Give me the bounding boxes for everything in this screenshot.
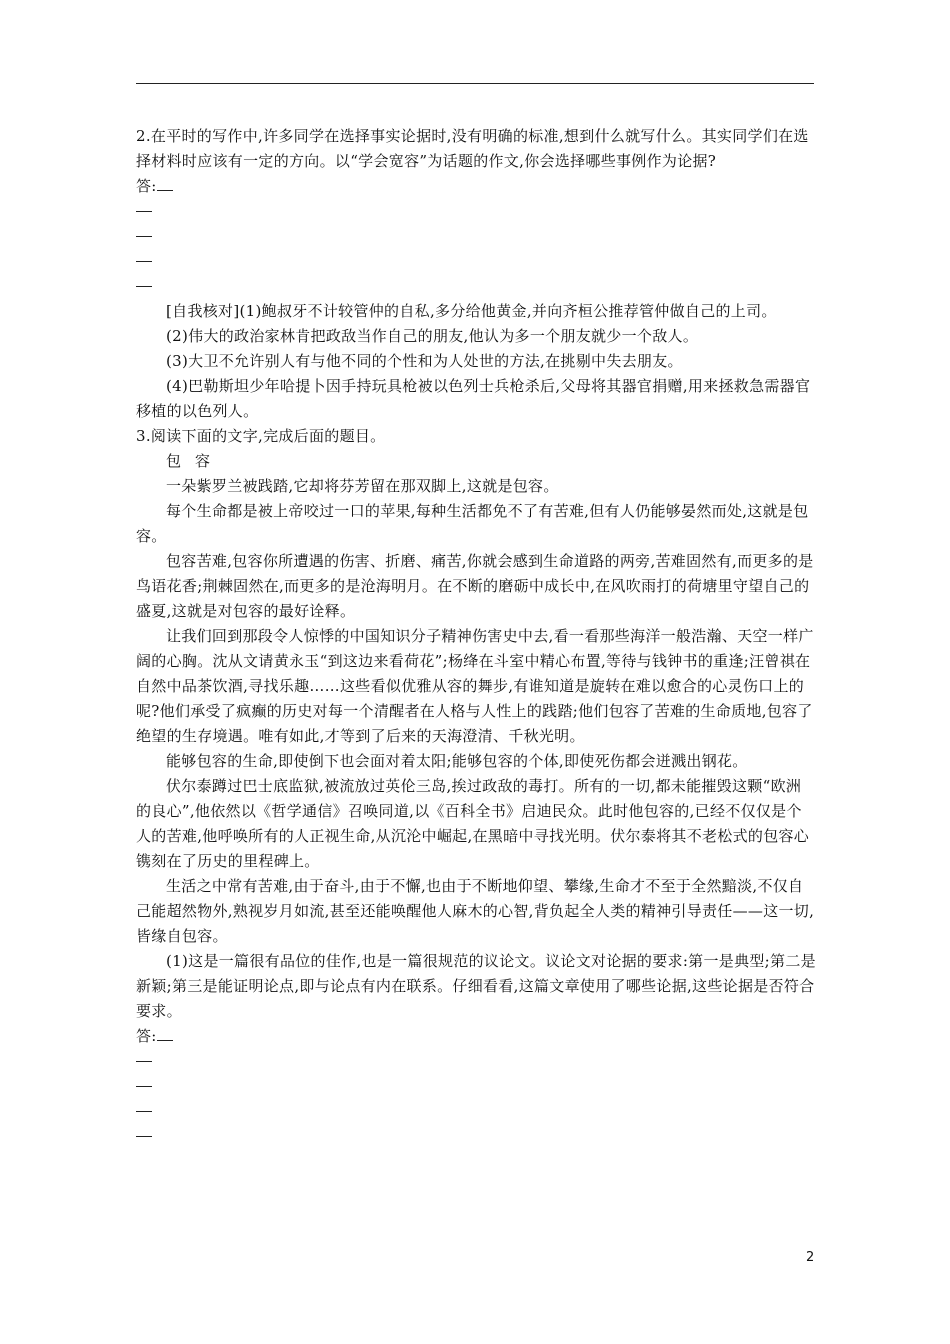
answer-blank[interactable]: [157, 1027, 173, 1041]
page-content: [136, 124, 816, 1149]
passage-paragraph: 一朵紫罗兰被践踏,它却将芬芳留在那双脚上,这就是包容。: [166, 477, 559, 495]
answer-blank-line[interactable]: [136, 274, 816, 299]
self-check-1: [自我核对](1)鲍叔牙不计较管仲的自私,多分给他黄金,并向齐桓公推荐管仲做自己的上司。: [166, 302, 777, 320]
self-check-4: (4)巴勒斯坦少年哈提卜因手持玩具枪被以色列士兵枪杀后,父母将其器官捐赠,用来拯救急需器官移植的以色列人。: [136, 377, 811, 420]
passage-paragraph: 生活之中常有苦难,由于奋斗,由于不懈,也由于不断地仰望、攀缘,生命才不至于全然黯淡,不仅自己能超然物外,熟视岁月如流,甚至还能唤醒他人麻木的心智,背负起全人类的精神引导责任——这一切,皆缘自包容。: [136, 877, 815, 945]
header-rule: [136, 83, 814, 84]
page-number: 2: [806, 1250, 815, 1265]
passage-paragraph: 能够包容的生命,即使倒下也会面对着太阳;能够包容的个体,即使死伤都会迸溅出钢花。: [166, 752, 748, 770]
self-check-2: (2)伟大的政治家林肯把政敌当作自己的朋友,他认为多一个朋友就少一个敌人。: [166, 327, 699, 345]
self-check-3: (3)大卫不允许别人有与他不同的个性和为人处世的方法,在挑剔中失去朋友。: [166, 352, 683, 370]
answer-blank-line[interactable]: [136, 1099, 816, 1124]
answer-blank-line[interactable]: [136, 199, 816, 224]
answer-blank-line[interactable]: [136, 249, 816, 274]
answer-label: 答:: [136, 177, 157, 195]
answer-blank-line[interactable]: [136, 1074, 816, 1099]
question-3-intro: 3.阅读下面的文字,完成后面的题目。: [136, 427, 386, 445]
answer-line: [136, 1024, 816, 1049]
answer-blank[interactable]: [157, 177, 173, 191]
answer-line: [136, 174, 816, 199]
sub-question-1: (1)这是一篇很有品位的佳作,也是一篇很规范的议论文。议论文对论据的要求:第一是典型;第二是新颖;第三是能证明论点,即与论点有内在联系。仔细看看,这篇文章使用了哪些论据,这些论据是否符合要求。: [136, 952, 816, 1020]
passage-paragraph: 伏尔泰蹲过巴士底监狱,被流放过英伦三岛,挨过政敌的毒打。所有的一切,都未能摧毁这颗“欧洲的良心”,他依然以《哲学通信》召唤同道,以《百科全书》启迪民众。此时他包容的,已经不仅仅是个人的苦难,他呼唤所有的人正视生命,从沉沦中崛起,在黑暗中寻找光明。伏尔泰将其不老松式的包容心镌刻在了历史的里程碑上。: [136, 777, 810, 870]
answer-label: 答:: [136, 1027, 157, 1045]
question-2: 2.在平时的写作中,许多同学在选择事实论据时,没有明确的标准,想到什么就写什么。其实同学们在选择材料时应该有一定的方向。以“学会宽容”为话题的作文,你会选择哪些事例作为论据?: [136, 127, 809, 170]
passage-paragraph: 让我们回到那段令人惊悸的中国知识分子精神伤害史中去,看一看那些海洋一般浩瀚、天空一样广阔的心胸。沈从文请黄永玉“到这边来看荷花”;杨绛在斗室中精心布置,等待与钱钟书的重逢;汪曾祺在自然中品茶饮酒,寻找乐趣……这些看似优雅从容的舞步,有谁知道是旋转在难以愈合的心灵伤口上的呢?他们承受了疯癫的历史对每一个清醒者在人格与人性上的践踏;他们包容了苦难的生命质地,包容了绝望的生存境遇。唯有如此,才等到了后来的天海澄清、千秋光明。: [136, 627, 814, 745]
answer-blank-line[interactable]: [136, 224, 816, 249]
answer-blank-line[interactable]: [136, 1124, 816, 1149]
answer-blank-line[interactable]: [136, 1049, 816, 1074]
passage-paragraph: 每个生命都是被上帝咬过一口的苹果,每种生活都免不了有苦难,但有人仍能够晏然而处,这就是包容。: [136, 502, 809, 545]
passage-paragraph: 包容苦难,包容你所遭遇的伤害、折磨、痛苦,你就会感到生命道路的两旁,苦难固然有,而更多的是鸟语花香;荆棘固然在,而更多的是沧海明月。在不断的磨砺中成长中,在风吹雨打的荷塘里守望自己的盛夏,这就是对包容的最好诠释。: [136, 552, 814, 620]
passage-title: 包容: [166, 452, 225, 470]
